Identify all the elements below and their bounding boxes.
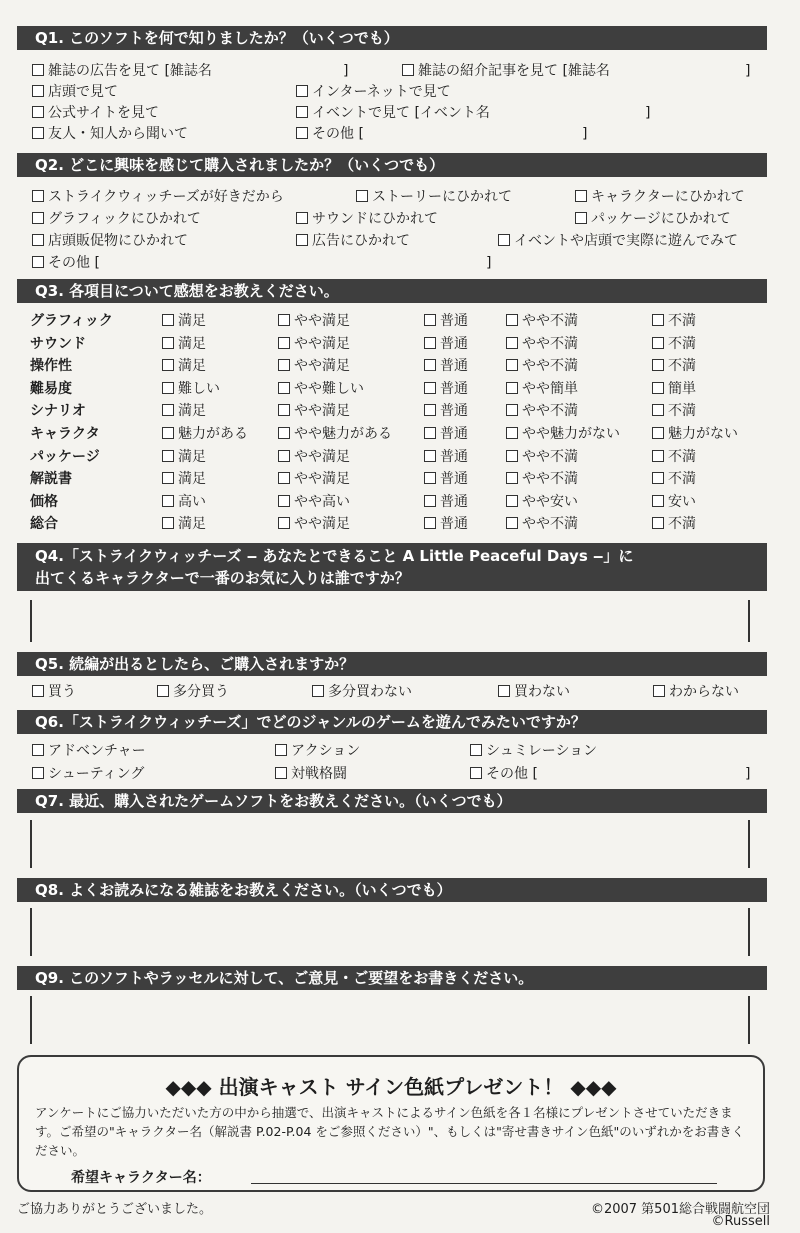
q9-answer-field[interactable] [30, 996, 750, 1044]
q4-title-line2: 出てくるキャラクターで一番のお気に入りは誰ですか？ [35, 569, 410, 587]
q2-option-character[interactable]: キャラクターにひかれて [575, 188, 745, 206]
checkbox[interactable] [506, 472, 518, 484]
checkbox[interactable] [162, 337, 174, 349]
thanks-text: ご協力ありがとうございました。 [17, 1202, 213, 1217]
checkbox[interactable] [506, 314, 518, 326]
q2-option-package[interactable]: パッケージにひかれて [575, 210, 731, 228]
checkbox[interactable] [402, 64, 414, 76]
q3-header: Q3. 各項目について感想をお教えください。 [17, 279, 767, 303]
q3-rating-option[interactable]: 普通 [424, 470, 468, 488]
q4-header [17, 543, 767, 591]
q6-option-simulation[interactable]: シュミレーション [470, 742, 597, 760]
q3-rating-option[interactable]: 不満 [652, 357, 696, 375]
checkbox[interactable] [278, 404, 290, 416]
bracket-close: ] [582, 126, 588, 142]
checkbox[interactable] [424, 359, 436, 371]
bracket-close: ] [745, 63, 751, 79]
q3-rating-option[interactable]: 普通 [424, 380, 468, 398]
present-description: アンケートにご協力いただいた方の中から抽選で、出演キャストによるサイン色紙を各１名様にプレゼントさせていただきます。ご希望の"キャラクター名（解説書 P.02-P.04 をご参照ください）"、もしくは"寄せ書きサイン色紙"のいずれかをお書きください。 [35, 1105, 745, 1158]
checkbox[interactable] [32, 767, 44, 779]
checkbox[interactable] [498, 685, 510, 697]
checkbox[interactable] [575, 212, 587, 224]
q6-option-action[interactable]: アクション [275, 742, 360, 760]
q3-rating-option[interactable]: 簡単 [652, 380, 696, 398]
checkbox[interactable] [32, 744, 44, 756]
checkbox[interactable] [32, 256, 44, 268]
q3-rating-option[interactable]: やや不満 [506, 335, 578, 353]
q3-rating-option[interactable]: 不満 [652, 470, 696, 488]
checkbox[interactable] [162, 314, 174, 326]
q1-option-official-site[interactable]: 公式サイトを見て [32, 104, 159, 122]
checkbox[interactable] [424, 404, 436, 416]
q3-rating-option[interactable]: 満足 [162, 312, 206, 330]
checkbox[interactable] [424, 495, 436, 507]
checkbox[interactable] [275, 744, 287, 756]
q3-rating-option[interactable]: やや不満 [506, 357, 578, 375]
q3-row-label: グラフィック [30, 313, 113, 329]
q5-option-unknown[interactable]: わからない [653, 683, 739, 701]
q5-option-buy[interactable]: 買う [32, 683, 76, 701]
q1-option-friend[interactable]: 友人・知人から聞いて [32, 125, 188, 143]
checkbox[interactable] [162, 404, 174, 416]
checkbox[interactable] [506, 517, 518, 529]
q2-option-sound[interactable]: サウンドにひかれて [296, 210, 438, 228]
q2-option-event-play[interactable]: イベントや店頭で実際に遊んでみて [498, 232, 738, 250]
character-name-field[interactable] [251, 1183, 717, 1184]
checkbox[interactable] [296, 212, 308, 224]
checkbox[interactable] [296, 106, 308, 118]
checkbox[interactable] [470, 767, 482, 779]
checkbox[interactable] [424, 517, 436, 529]
checkbox[interactable] [278, 517, 290, 529]
q2-header: Q2. どこに興味を感じて購入されましたか？（いくつでも） [17, 153, 767, 177]
checkbox[interactable] [506, 427, 518, 439]
q3-rating-option[interactable]: やや不満 [506, 402, 578, 420]
q3-rating-option[interactable]: 高い [162, 493, 206, 511]
q1-option-event[interactable]: イベントで見て [イベント名 [296, 104, 490, 122]
q1-option-magazine-article[interactable]: 雑誌の紹介記事を見て [雑誌名 [402, 62, 610, 80]
copyright-line2: ©Russell [711, 1214, 770, 1229]
checkbox[interactable] [652, 382, 664, 394]
checkbox[interactable] [157, 685, 169, 697]
q2-option-ad[interactable]: 広告にひかれて [296, 232, 410, 250]
q8-header: Q8. よくお読みになる雑誌をお教えください。（いくつでも） [17, 878, 767, 902]
q5-header: Q5. 続編が出るとしたら、ご購入されますか？ [17, 652, 767, 676]
q3-rating-option[interactable]: やや安い [506, 493, 578, 511]
q3-rating-option[interactable]: 普通 [424, 515, 468, 533]
checkbox[interactable] [278, 472, 290, 484]
bracket-close: ] [645, 105, 651, 121]
q3-rating-option[interactable]: やや満足 [278, 448, 350, 466]
q1-option-internet[interactable]: インターネットで見て [296, 83, 451, 101]
q1-option-magazine-ad[interactable]: 雑誌の広告を見て [雑誌名 [32, 62, 212, 80]
q8-answer-field[interactable] [30, 908, 750, 956]
q3-rating-option[interactable]: 普通 [424, 493, 468, 511]
q3-row-label: サウンド [30, 335, 86, 352]
checkbox[interactable] [32, 85, 44, 97]
q3-rating-option[interactable]: やや高い [278, 493, 350, 511]
checkbox[interactable] [162, 495, 174, 507]
q3-rating-option[interactable]: やや満足 [278, 312, 350, 330]
checkbox[interactable] [470, 744, 482, 756]
q3-row-label: 価格 [30, 493, 58, 510]
copyright-line1: ©2007 第501総合戦闘航空団 [590, 1202, 770, 1217]
q3-row-label: 解説書 [30, 471, 72, 488]
present-title: ◆◆◆ 出演キャスト サイン色紙プレゼント！ ◆◆◆ [165, 1075, 617, 1099]
checkbox[interactable] [652, 472, 664, 484]
checkbox[interactable] [275, 767, 287, 779]
q3-rating-option[interactable]: 普通 [424, 312, 468, 330]
checkbox[interactable] [162, 427, 174, 439]
q1-option-store[interactable]: 店頭で見て [32, 83, 118, 101]
checkbox[interactable] [652, 517, 664, 529]
checkbox[interactable] [424, 337, 436, 349]
checkbox[interactable] [296, 234, 308, 246]
q3-rating-option[interactable]: やや満足 [278, 335, 350, 353]
checkbox[interactable] [162, 472, 174, 484]
q3-row-label: 総合 [30, 516, 58, 533]
q3-rating-option[interactable]: 満足 [162, 335, 206, 353]
q3-rating-option[interactable]: やや満足 [278, 470, 350, 488]
checkbox[interactable] [652, 404, 664, 416]
q3-row-label: キャラクタ [30, 426, 100, 442]
q3-row-label: パッケージ [30, 448, 100, 465]
checkbox[interactable] [652, 495, 664, 507]
checkbox[interactable] [652, 337, 664, 349]
bracket-close: ] [745, 766, 751, 782]
q3-rating-option[interactable]: 普通 [424, 357, 468, 375]
checkbox[interactable] [506, 359, 518, 371]
q3-row-label: 操作性 [30, 358, 72, 375]
q3-row-label: 難易度 [30, 380, 72, 397]
checkbox[interactable] [575, 190, 587, 202]
checkbox[interactable] [32, 685, 44, 697]
q3-rating-option[interactable]: 不満 [652, 402, 696, 420]
q3-rating-option[interactable]: 不満 [652, 335, 696, 353]
q6-option-shooting[interactable]: シューティング [32, 765, 144, 783]
q3-rating-option[interactable]: やや魅力がない [506, 425, 620, 443]
checkbox[interactable] [278, 359, 290, 371]
character-name-label: 希望キャラクター名： [71, 1170, 211, 1186]
checkbox[interactable] [278, 427, 290, 439]
q2-option-story[interactable]: ストーリーにひかれて [356, 188, 512, 206]
q5-option-probably-not[interactable]: 多分買わない [312, 683, 412, 701]
q6-option-adventure[interactable]: アドベンチャー [32, 742, 146, 760]
checkbox[interactable] [652, 314, 664, 326]
checkbox[interactable] [32, 212, 44, 224]
q3-rating-option[interactable]: やや満足 [278, 402, 350, 420]
checkbox[interactable] [278, 314, 290, 326]
q4-title-line1: Q4.「ストライクウィッチーズ ‒ あなたとできること A Little Peaceful Days ‒」に [35, 547, 634, 565]
checkbox[interactable] [498, 234, 510, 246]
checkbox[interactable] [312, 685, 324, 697]
q2-option-promo[interactable]: 店頭販促物にひかれて [32, 232, 188, 250]
q7-answer-field[interactable] [30, 820, 750, 868]
checkbox[interactable] [278, 495, 290, 507]
checkbox[interactable] [506, 495, 518, 507]
checkbox[interactable] [296, 127, 308, 139]
q3-rating-option[interactable]: 不満 [652, 515, 696, 533]
q1-header: Q1. このソフトを何で知りましたか？（いくつでも） [17, 26, 767, 50]
checkbox[interactable] [162, 450, 174, 462]
q3-rating-option[interactable]: やや満足 [278, 357, 350, 375]
q3-rating-option[interactable]: 満足 [162, 357, 206, 375]
q3-rating-option[interactable]: 満足 [162, 470, 206, 488]
q3-rating-option[interactable]: 不満 [652, 448, 696, 466]
checkbox[interactable] [424, 382, 436, 394]
q1-option-other[interactable]: その他 [ [296, 125, 364, 143]
checkbox[interactable] [506, 337, 518, 349]
checkbox[interactable] [32, 127, 44, 139]
checkbox[interactable] [162, 359, 174, 371]
q3-rating-option[interactable]: 安い [652, 493, 696, 511]
checkbox[interactable] [278, 382, 290, 394]
q3-rating-option[interactable]: 普通 [424, 425, 468, 443]
q4-answer-field[interactable] [30, 600, 750, 642]
q3-rating-option[interactable]: やや満足 [278, 515, 350, 533]
checkbox[interactable] [32, 234, 44, 246]
q3-row-label: シナリオ [30, 403, 86, 420]
q3-rating-option[interactable]: 普通 [424, 335, 468, 353]
checkbox[interactable] [296, 85, 308, 97]
checkbox[interactable] [32, 64, 44, 76]
q3-rating-option[interactable]: やや不満 [506, 515, 578, 533]
checkbox[interactable] [162, 517, 174, 529]
q6-option-fighting[interactable]: 対戦格闘 [275, 765, 347, 783]
q3-rating-option[interactable]: 魅力がある [162, 425, 248, 443]
present-campaign-box [17, 1055, 765, 1192]
q3-rating-option[interactable]: やや難しい [278, 380, 364, 398]
q6-option-other[interactable]: その他 [ [470, 765, 538, 783]
q3-rating-option[interactable]: やや不満 [506, 312, 578, 330]
q3-rating-option[interactable]: 普通 [424, 448, 468, 466]
checkbox[interactable] [506, 404, 518, 416]
q3-rating-option[interactable]: 不満 [652, 312, 696, 330]
checkbox[interactable] [32, 106, 44, 118]
bracket-close: ] [486, 255, 492, 271]
q2-option-fan[interactable]: ストライクウィッチーズが好きだから [32, 188, 284, 206]
checkbox[interactable] [278, 337, 290, 349]
q2-option-other[interactable]: その他 [ [32, 254, 100, 272]
checkbox[interactable] [424, 427, 436, 439]
q3-rating-option[interactable]: やや不満 [506, 470, 578, 488]
checkbox[interactable] [32, 190, 44, 202]
checkbox[interactable] [506, 382, 518, 394]
checkbox[interactable] [424, 450, 436, 462]
q5-option-probably-buy[interactable]: 多分買う [157, 683, 229, 701]
q9-header: Q9. このソフトやラッセルに対して、ご意見・ご要望をお書きください。 [17, 966, 767, 990]
checkbox[interactable] [162, 382, 174, 394]
checkbox[interactable] [652, 359, 664, 371]
q6-header: Q6.「ストライクウィッチーズ」でどのジャンルのゲームを遊んでみたいですか？ [17, 710, 767, 734]
q3-rating-option[interactable]: やや魅力がある [278, 425, 392, 443]
q3-rating-option[interactable]: 満足 [162, 515, 206, 533]
q3-rating-option[interactable]: 満足 [162, 448, 206, 466]
checkbox[interactable] [424, 314, 436, 326]
checkbox[interactable] [278, 450, 290, 462]
checkbox[interactable] [424, 472, 436, 484]
q7-header: Q7. 最近、購入されたゲームソフトをお教えください。（いくつでも） [17, 789, 767, 813]
checkbox[interactable] [653, 685, 665, 697]
q3-rating-option[interactable]: やや不満 [506, 448, 578, 466]
q3-rating-option[interactable]: 満足 [162, 402, 206, 420]
checkbox[interactable] [506, 450, 518, 462]
q2-option-graphics[interactable]: グラフィックにひかれて [32, 210, 201, 228]
checkbox[interactable] [356, 190, 368, 202]
bracket-close: ] [343, 63, 349, 79]
q3-rating-option[interactable]: やや簡単 [506, 380, 578, 398]
checkbox[interactable] [652, 427, 664, 439]
q3-rating-option[interactable]: 魅力がない [652, 425, 738, 443]
q5-option-not-buy[interactable]: 買わない [498, 683, 570, 701]
q3-rating-option[interactable]: 難しい [162, 380, 220, 398]
q3-rating-option[interactable]: 普通 [424, 402, 468, 420]
checkbox[interactable] [652, 450, 664, 462]
